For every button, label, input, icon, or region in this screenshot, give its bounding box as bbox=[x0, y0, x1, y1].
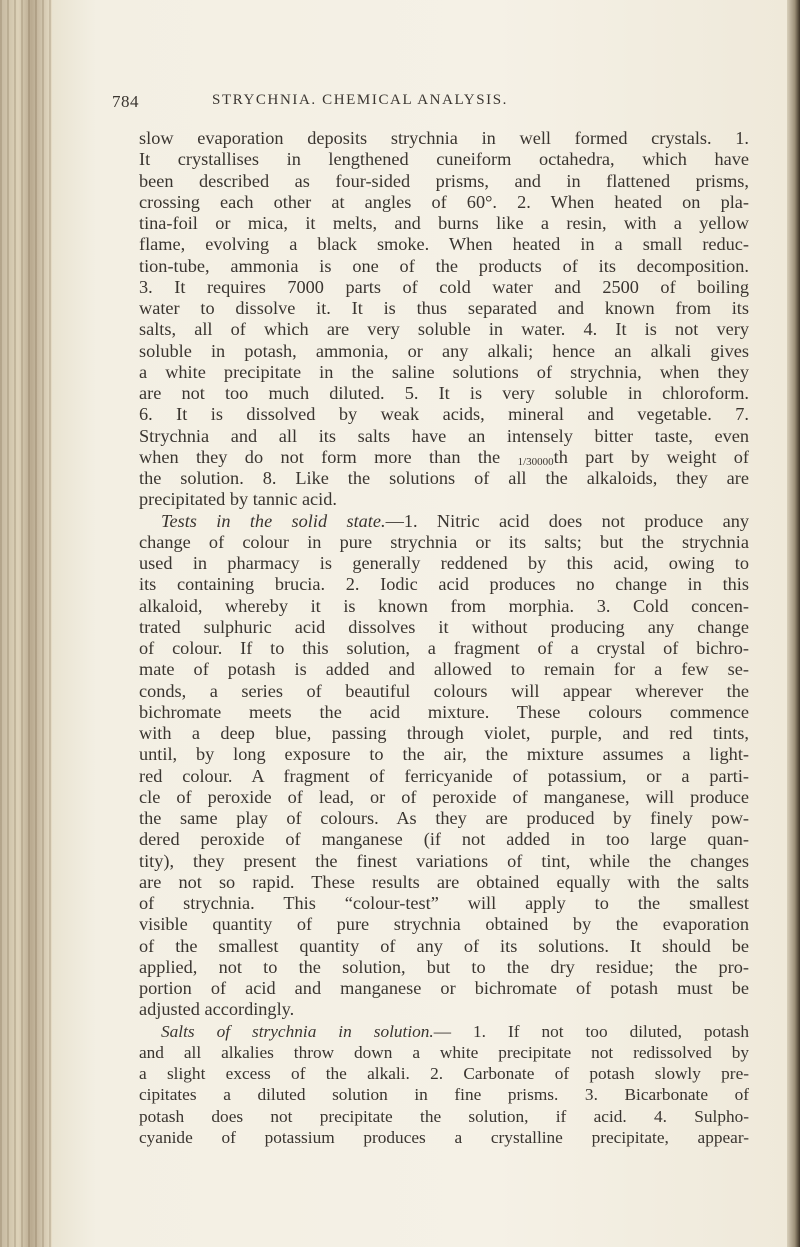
book-binding bbox=[0, 0, 52, 1247]
text-line: are not too much diluted. 5. It is very soluble in chloroform. bbox=[139, 383, 749, 403]
text-line: of strychnia. This “colour-test” will apply to the smallest bbox=[139, 893, 749, 913]
text-line: slow evaporation deposits strychnia in well formed crystals. 1. bbox=[139, 128, 749, 148]
text-line: water to dissolve it. It is thus separated and known from its bbox=[139, 298, 749, 318]
text-line: are not so rapid. These results are obtained equally with the salts bbox=[139, 871, 749, 892]
text-line: change of colour in pure strychnia or its salts; but the strychnia bbox=[139, 531, 749, 552]
text-line: alkaloid, whereby it is known from morphia. 3. Cold concen- bbox=[139, 595, 749, 616]
text-line: precipitated by tannic acid. bbox=[139, 489, 337, 510]
text-line: cipitates a diluted solution in fine prisms. 3. Bicarbonate of bbox=[139, 1085, 749, 1105]
text-line: cle of peroxide of lead, or of peroxide of manganese, will produce bbox=[139, 786, 749, 807]
page-edge-shadow bbox=[787, 0, 800, 1247]
text-line: until, by long exposure to the air, the mixture assumes a light- bbox=[139, 744, 749, 765]
text-line: dered peroxide of manganese (if not added in too large quan- bbox=[139, 829, 749, 850]
book-page bbox=[52, 0, 787, 1247]
page-number: 784 bbox=[112, 92, 139, 111]
text-line: visible quantity of pure strychnia obtained by the evaporation bbox=[139, 914, 749, 935]
text-line: tion-tube, ammonia is one of the products of its decomposition. bbox=[139, 255, 749, 276]
text-line: the solution. 8. Like the solutions of all the alkaloids, they are bbox=[139, 468, 749, 488]
text-line: tity), they present the finest variations of tint, while the changes bbox=[139, 850, 749, 871]
text-line: the same play of colours. As they are produced by finely pow- bbox=[139, 808, 749, 828]
text-line: Strychnia and all its salts have an intensely bitter taste, even bbox=[139, 425, 749, 446]
text-line: adjusted accordingly. bbox=[139, 999, 295, 1020]
text-line: mate of potash is added and allowed to remain for a few se- bbox=[139, 659, 749, 680]
text-line: and all alkalies throw down a white precipitate not redissolved by bbox=[139, 1042, 749, 1062]
running-title: STRYCHNIA. CHEMICAL ANALYSIS. bbox=[212, 92, 509, 108]
text-line: crossing each other at angles of 60°. 2. When heated on pla- bbox=[139, 191, 749, 212]
text-line: its containing brucia. 2. Iodic acid produces no change in this bbox=[139, 574, 749, 595]
text-line: with a deep blue, passing through violet, purple, and red tints, bbox=[139, 723, 749, 743]
section-heading: Tests in the solid state. bbox=[161, 510, 386, 531]
text-line: 3. It requires 7000 parts of cold water and 2500 of boiling bbox=[139, 276, 749, 297]
text-line: tina-foil or mica, it melts, and burns like a resin, with a yellow bbox=[139, 213, 749, 233]
fraction: 1/30000 bbox=[517, 455, 554, 468]
text-line: applied, not to the solution, but to the dry residue; the pro- bbox=[139, 956, 749, 977]
text-line: a slight excess of the alkali. 2. Carbonate of potash slowly pre- bbox=[139, 1064, 749, 1083]
text-line: conds, a series of beautiful colours will appear wherever the bbox=[139, 680, 749, 701]
section-heading-line bbox=[139, 1021, 749, 1042]
text-segment: —1. Nitric acid does not produce any bbox=[385, 510, 749, 531]
text-segment: — 1. If not too diluted, potash bbox=[433, 1021, 749, 1041]
text-line: bichromate meets the acid mixture. These colours commence bbox=[139, 701, 749, 722]
text-line: cyanide of potassium produces a crystalline precipitate, appear- bbox=[139, 1127, 749, 1147]
text-line: of colour. If to this solution, a fragment of a crystal of bichro- bbox=[139, 638, 749, 658]
text-line: of the smallest quantity of any of its solutions. It should be bbox=[139, 935, 749, 956]
text-line: potash does not precipitate the solution, if acid. 4. Sulpho- bbox=[139, 1106, 749, 1126]
section-heading: Salts of strychnia in solution. bbox=[161, 1021, 434, 1041]
text-line: flame, evolving a black smoke. When heated in a small reduc- bbox=[139, 234, 749, 255]
text-line: been described as four-sided prisms, and in flattened prisms, bbox=[139, 170, 749, 191]
text-line: used in pharmacy is generally reddened by this acid, owing to bbox=[139, 553, 749, 573]
text-line: It crystallises in lengthened cuneiform octahedra, which have bbox=[139, 149, 749, 170]
text-line: soluble in potash, ammonia, or any alkali; hence an alkali gives bbox=[139, 340, 749, 361]
text-line: red colour. A fragment of ferricyanide of potassium, or a parti- bbox=[139, 765, 749, 786]
body-text bbox=[139, 128, 749, 1148]
text-segment: when they do not form more than the bbox=[139, 446, 501, 467]
text-line: portion of acid and manganese or bichromate of potash must be bbox=[139, 978, 749, 998]
text-line: trated sulphuric acid dissolves it without producing any change bbox=[139, 616, 749, 637]
text-segment: th part by weight of bbox=[553, 446, 749, 467]
text-line-with-fraction bbox=[139, 447, 749, 468]
text-line: 6. It is dissolved by weak acids, mineral and vegetable. 7. bbox=[139, 404, 749, 425]
section-heading-line bbox=[139, 511, 749, 532]
text-line: salts, all of which are very soluble in water. 4. It is not very bbox=[139, 319, 749, 340]
text-line: a white precipitate in the saline solutions of strychnia, when they bbox=[139, 361, 749, 382]
